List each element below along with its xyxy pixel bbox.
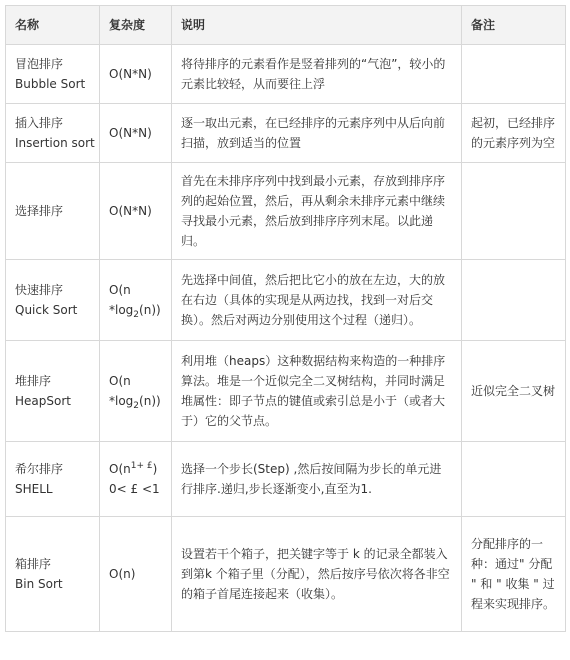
header-name: 名称 xyxy=(6,6,100,45)
description: 选择一个步长(Step) ,然后按间隔为步长的单元进行排序.递归,步长逐渐变小,直至为1. xyxy=(181,462,442,496)
name-en: Bin Sort xyxy=(15,577,63,591)
table-row xyxy=(6,163,566,260)
table-row xyxy=(6,260,566,341)
name-en: HeapSort xyxy=(15,394,71,408)
complexity: O(N*N) xyxy=(109,67,152,81)
name-cell xyxy=(6,163,100,260)
description-cell xyxy=(172,260,462,341)
name-cn: 快速排序 xyxy=(15,283,64,297)
note: 起初，已经排序的元素序列为空 xyxy=(471,116,556,150)
name-cell xyxy=(6,341,100,442)
name-cn: 冒泡排序 xyxy=(15,57,64,71)
complexity-exponent: 1+ £ xyxy=(130,461,153,471)
name-cn: 堆排序 xyxy=(15,374,52,388)
description-cell xyxy=(172,163,462,260)
table-row xyxy=(6,45,566,104)
complexity-log-base: 2 xyxy=(133,401,140,411)
complexity-close: ) xyxy=(152,462,158,476)
note-cell xyxy=(462,341,566,442)
complexity-cell xyxy=(100,45,172,104)
complexity-line2: 0< £ <1 xyxy=(109,482,160,496)
name-cn: 插入排序 xyxy=(15,116,64,130)
header-description: 说明 xyxy=(172,6,462,45)
note: 分配排序的一种：通过" 分配 " 和 " 收集 " 过程来实现排序。 xyxy=(471,537,556,611)
name-en: Bubble Sort xyxy=(15,77,86,91)
complexity-cell xyxy=(100,517,172,632)
description: 利用堆（heaps）这种数据结构来构造的一种排序算法。堆是一个近似完全二叉树结构，并同时满足堆属性：即子节点的键值或索引总是小于（或者大于）它的父节点。 xyxy=(181,354,446,428)
description-cell xyxy=(172,45,462,104)
complexity: O(N*N) xyxy=(109,126,152,140)
complexity-cell xyxy=(100,442,172,517)
name-cn: 选择排序 xyxy=(15,204,64,218)
complexity-base: O(n xyxy=(109,462,131,476)
name-en: Quick Sort xyxy=(15,303,78,317)
complexity: O(n) xyxy=(109,567,136,581)
name-cell xyxy=(6,104,100,163)
note-cell xyxy=(462,260,566,341)
complexity-log: *log xyxy=(109,394,134,408)
description-cell xyxy=(172,442,462,517)
description-cell xyxy=(172,104,462,163)
table-row xyxy=(6,442,566,517)
description: 先选择中间值，然后把比它小的放在左边，大的放在右边（具体的实现是从两边找，找到一对后交换）。然后对两边分别使用这个过程（递归）。 xyxy=(181,273,446,327)
complexity-cell xyxy=(100,260,172,341)
complexity-line2 xyxy=(109,300,162,320)
complexity-log-arg: (n)) xyxy=(139,303,161,317)
complexity-cell xyxy=(100,104,172,163)
name-cell xyxy=(6,517,100,632)
note-cell xyxy=(462,442,566,517)
name-en: SHELL xyxy=(15,482,53,496)
complexity-line1 xyxy=(109,459,162,479)
description-cell xyxy=(172,341,462,442)
complexity-log-arg: (n)) xyxy=(139,394,161,408)
table-row xyxy=(6,104,566,163)
complexity-log-base: 2 xyxy=(133,310,140,320)
complexity-line1: O(n xyxy=(109,283,131,297)
name-cn: 箱排序 xyxy=(15,557,52,571)
header-complexity: 复杂度 xyxy=(100,6,172,45)
note-cell xyxy=(462,104,566,163)
complexity-cell xyxy=(100,163,172,260)
complexity-log: *log xyxy=(109,303,134,317)
description: 设置若干个箱子，把关键字等于 k 的记录全都装入到第k 个箱子里（分配），然后按序号依次将各非空的箱子首尾连接起来（收集）。 xyxy=(181,547,450,601)
table-row xyxy=(6,341,566,442)
complexity-line2 xyxy=(109,391,162,411)
note-cell xyxy=(462,517,566,632)
name-cell xyxy=(6,45,100,104)
header-note: 备注 xyxy=(462,6,566,45)
table-header-row xyxy=(6,6,566,45)
description-cell xyxy=(172,517,462,632)
description: 将待排序的元素看作是竖着排列的“气泡”，较小的元素比较轻，从而要往上浮 xyxy=(181,57,446,91)
complexity: O(N*N) xyxy=(109,204,152,218)
name-cell xyxy=(6,260,100,341)
complexity-line1: O(n xyxy=(109,374,131,388)
sorting-algorithms-table xyxy=(5,5,566,632)
note-cell xyxy=(462,163,566,260)
name-cell xyxy=(6,442,100,517)
complexity-cell xyxy=(100,341,172,442)
note: 近似完全二叉树 xyxy=(471,384,556,398)
name-en: Insertion sort xyxy=(15,136,95,150)
name-cn: 希尔排序 xyxy=(15,462,64,476)
note-cell xyxy=(462,45,566,104)
table-row xyxy=(6,517,566,632)
description: 逐一取出元素，在已经排序的元素序列中从后向前扫描，放到适当的位置 xyxy=(181,116,446,150)
description: 首先在未排序序列中找到最小元素，存放到排序序列的起始位置，然后，再从剩余未排序元素中继续寻找最小元素，然后放到排序序列末尾。以此递归。 xyxy=(181,174,446,248)
